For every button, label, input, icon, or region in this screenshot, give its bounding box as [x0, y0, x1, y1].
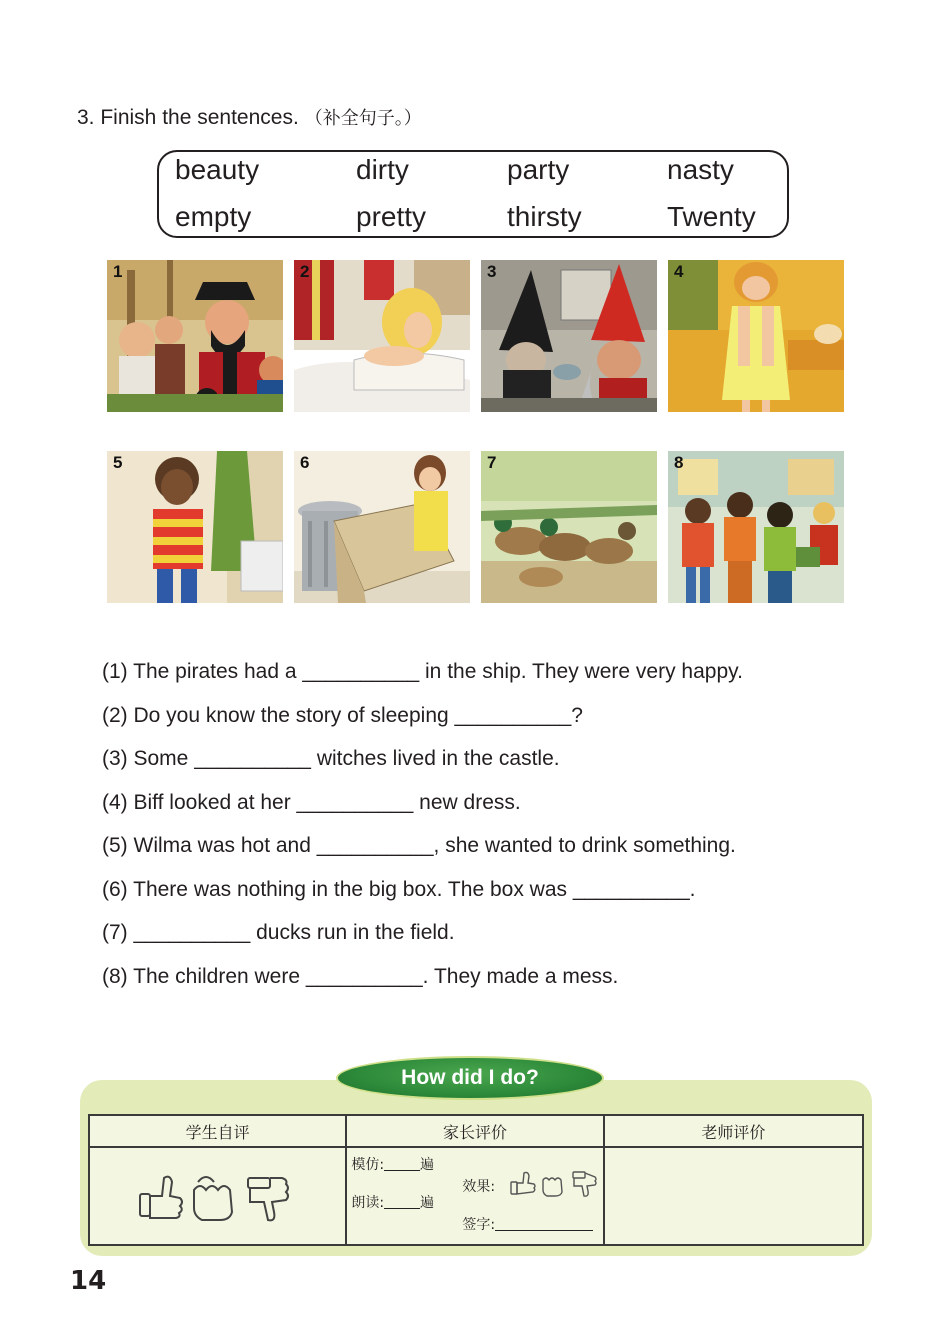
- picture-number: 6: [300, 453, 310, 472]
- thumbs-up-icon: [140, 1177, 182, 1218]
- picture-number: 5: [113, 453, 123, 472]
- picture-8: [668, 451, 844, 603]
- picture-4: [668, 260, 844, 412]
- picture-number: 7: [487, 453, 497, 472]
- picture-number: 2: [300, 262, 310, 281]
- empty-box-illustration: [294, 451, 470, 603]
- dirty-children-illustration: [668, 451, 844, 603]
- teacher-eval-header: 老师评价: [604, 1115, 863, 1147]
- evaluation-table: [88, 1114, 864, 1246]
- picture-5: [107, 451, 283, 603]
- student-self-eval-header: 学生自评: [89, 1115, 346, 1147]
- read-row: [351, 1192, 434, 1212]
- word-bank-item: thirsty: [507, 201, 582, 232]
- teacher-eval-cell[interactable]: [604, 1147, 863, 1245]
- imitate-count-blank[interactable]: [384, 1156, 420, 1171]
- parent-eval-header: 家长评价: [346, 1115, 603, 1147]
- picture-3: [481, 260, 657, 412]
- word-bank-item: pretty: [356, 201, 427, 232]
- word-bank: [157, 150, 789, 238]
- sentence-8: (8) The children were __________. They made a mess.: [102, 965, 619, 988]
- effect-label: 效果:: [462, 1179, 496, 1195]
- effect-rating-icons[interactable]: [509, 1168, 599, 1200]
- imitate-row: [351, 1154, 434, 1174]
- picture-number: 1: [113, 262, 123, 281]
- sentence-4: (4) Biff looked at her __________ new dress.: [102, 791, 521, 814]
- word-bank-item: beauty: [175, 154, 260, 185]
- sentence-6: (6) There was nothing in the big box. The box was __________.: [102, 878, 696, 901]
- witches-illustration: [481, 260, 657, 412]
- read-unit: 遍: [420, 1195, 435, 1211]
- word-bank-item: empty: [175, 201, 252, 232]
- thumbs-rating-icons: [136, 1168, 296, 1228]
- picture-number: 8: [674, 453, 684, 472]
- sentence-5: (5) Wilma was hot and __________, she wanted to drink something.: [102, 834, 736, 857]
- sentence-3: (3) Some __________ witches lived in the castle.: [102, 747, 560, 770]
- exercise-title-cn: （补全句子。）: [304, 108, 422, 129]
- parent-eval-cell: [346, 1147, 603, 1245]
- exercise-title: 3. Finish the sentences.: [77, 106, 299, 129]
- picture-7: [481, 451, 657, 603]
- how-did-i-do-banner: How did I do?: [336, 1056, 604, 1100]
- read-count-blank[interactable]: [384, 1194, 420, 1209]
- sentence-7: (7) __________ ducks run in the field.: [102, 921, 455, 944]
- imitate-unit: 遍: [420, 1157, 435, 1173]
- picture-number: 4: [674, 262, 684, 281]
- word-bank-item: Twenty: [667, 201, 756, 232]
- pirates-on-ship-illustration: [107, 260, 283, 412]
- picture-6: [294, 451, 470, 603]
- read-label: 朗读:: [351, 1195, 385, 1211]
- word-bank-item: dirty: [356, 154, 409, 185]
- signature-blank[interactable]: [495, 1216, 593, 1231]
- picture-number: 3: [487, 262, 497, 281]
- sign-label: 签字:: [462, 1217, 496, 1233]
- sleeping-beauty-illustration: [294, 260, 470, 412]
- sentence-2: (2) Do you know the story of sleeping __________?: [102, 704, 583, 727]
- student-self-eval-cell: [89, 1147, 346, 1245]
- picture-1: [107, 260, 283, 412]
- ducks-running-illustration: [481, 451, 657, 603]
- sign-row: [462, 1214, 593, 1234]
- word-bank-item: party: [507, 154, 570, 185]
- sentence-1: (1) The pirates had a __________ in the ship. They were very happy.: [102, 660, 743, 683]
- exercise-heading: [77, 104, 422, 130]
- thirsty-boy-illustration: [107, 451, 283, 603]
- word-bank-item: nasty: [667, 154, 734, 185]
- girl-in-new-dress-illustration: [668, 260, 844, 412]
- imitate-label: 模仿:: [351, 1157, 385, 1173]
- ok-hand-icon: [194, 1177, 232, 1220]
- picture-2: [294, 260, 470, 412]
- page-number: 14: [70, 1266, 107, 1296]
- thumbs-down-icon: [248, 1178, 288, 1220]
